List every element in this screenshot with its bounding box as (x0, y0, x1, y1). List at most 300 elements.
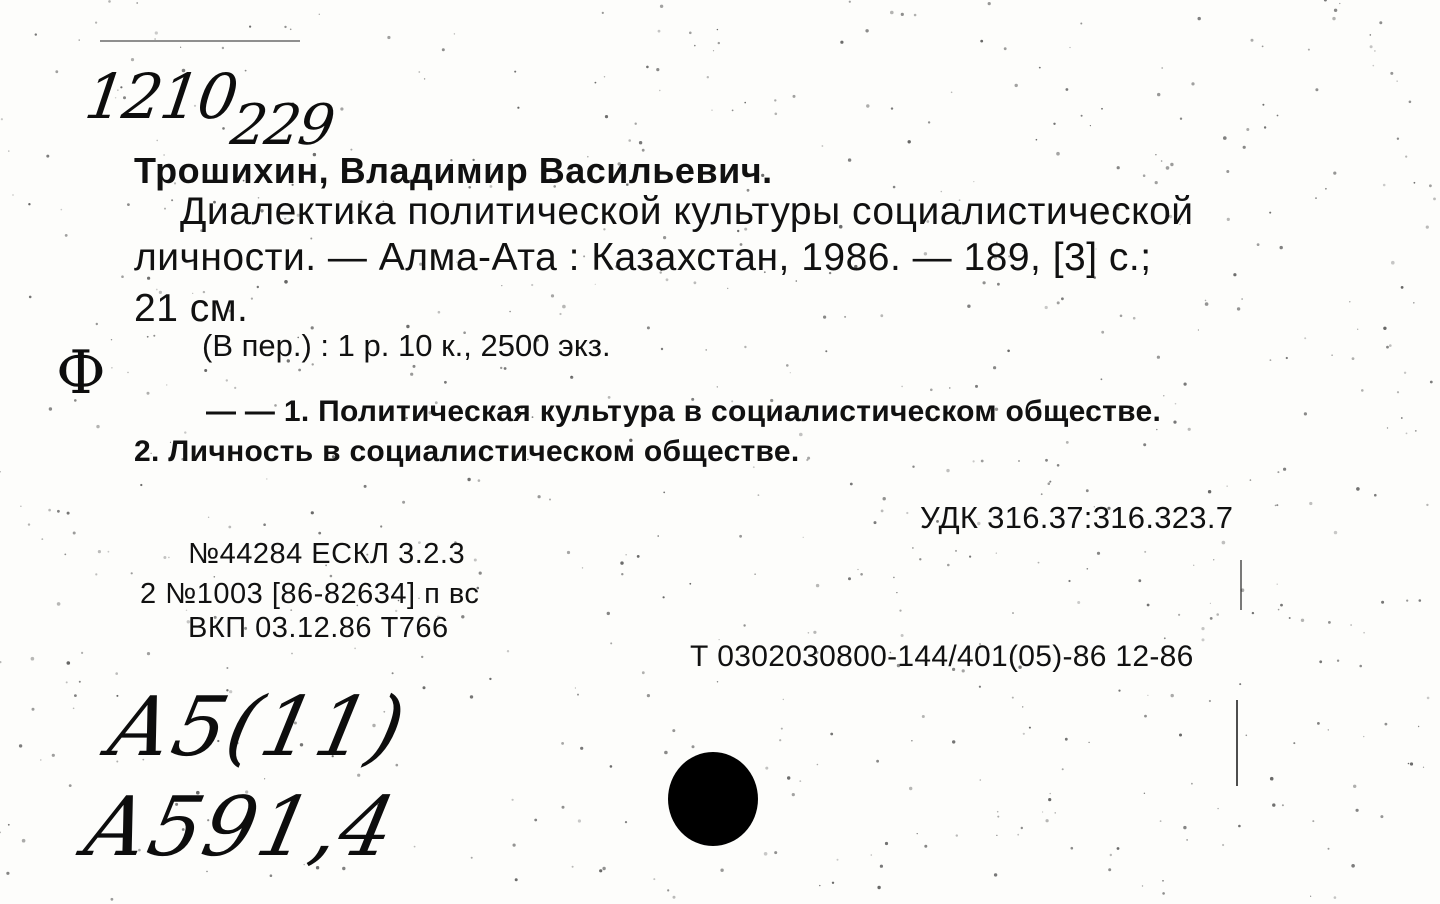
speckle-dot (387, 36, 390, 39)
speckle-dot (1186, 839, 1188, 841)
speckle-dot (0, 832, 1, 834)
speckle-dot (471, 857, 473, 859)
speckle-dot (551, 294, 554, 297)
speckle-dot (402, 501, 405, 504)
speckle-dot (947, 564, 950, 567)
speckle-dot (1374, 494, 1377, 497)
speckle-dot (319, 14, 320, 15)
speckle-dot (626, 554, 627, 555)
speckle-dot (979, 686, 981, 688)
speckle-dot (98, 550, 101, 553)
speckle-dot (781, 728, 783, 730)
speckle-dot (997, 283, 1000, 286)
speckle-dot (57, 602, 61, 606)
speckle-dot (444, 381, 447, 384)
speckle-dot (163, 556, 166, 559)
speckle-dot (1430, 381, 1433, 384)
speckle-dot (739, 535, 742, 538)
speckle-dot (1069, 47, 1070, 48)
speckle-dot (1351, 864, 1355, 868)
speckle-dot (1418, 726, 1419, 727)
speckle-dot (1293, 742, 1295, 744)
speckle-dot (65, 234, 68, 237)
speckle-dot (922, 715, 925, 718)
speckle-dot (661, 348, 663, 350)
speckle-dot (1155, 181, 1158, 184)
speckle-dot (136, 2, 138, 4)
speckle-dot (111, 367, 113, 369)
speckle-dot (980, 40, 983, 43)
speckle-dot (562, 806, 565, 809)
speckle-dot (1246, 735, 1248, 737)
speckle-dot (610, 765, 613, 768)
speckle-dot (1401, 417, 1403, 419)
speckle-dot (1, 118, 3, 120)
speckle-dot (1308, 49, 1310, 51)
speckle-dot (284, 280, 288, 284)
speckle-dot (1415, 430, 1417, 432)
speckle-dot (1419, 599, 1422, 602)
speckle-dot (1157, 93, 1160, 96)
speckle-dot (653, 878, 655, 880)
price-info: (В пер.) : 1 р. 10 к., 2500 экз. (202, 328, 611, 363)
speckle-dot (1315, 197, 1317, 199)
speckle-dot (1144, 551, 1146, 553)
speckle-dot (1237, 307, 1240, 310)
speckle-dot (1205, 300, 1207, 302)
speckle-dot (857, 569, 858, 570)
speckle-dot (610, 642, 612, 644)
speckle-dot (171, 199, 173, 201)
speckle-dot (1356, 487, 1360, 491)
speckle-dot (850, 483, 853, 486)
speckle-dot (155, 31, 158, 34)
speckle-dot (1209, 700, 1211, 702)
speckle-dot (1053, 123, 1055, 125)
speckle-dot (1161, 160, 1163, 162)
speckle-dot (1310, 896, 1311, 897)
speckle-dot (140, 484, 142, 486)
speckle-dot (844, 316, 846, 318)
speckle-dot (204, 369, 207, 372)
speckle-dot (628, 139, 631, 142)
top-rule (100, 40, 300, 42)
speckle-dot (513, 844, 516, 847)
speckle-dot (1049, 481, 1051, 483)
speckle-dot (1334, 531, 1337, 534)
speckle-dot (1309, 502, 1312, 505)
speckle-dot (1324, 0, 1327, 2)
speckle-dot (840, 41, 843, 44)
speckle-dot (1252, 612, 1254, 614)
speckle-dot (1097, 552, 1100, 555)
speckle-dot (1356, 809, 1359, 812)
speckle-dot (848, 158, 851, 161)
speckle-dot (880, 865, 883, 868)
speckle-dot (832, 882, 834, 884)
speckle-dot (562, 305, 566, 309)
speckle-dot (108, 0, 111, 3)
speckle-dot (1041, 493, 1043, 495)
speckle-dot (1170, 163, 1173, 166)
speckle-dot (764, 852, 768, 856)
handwritten-shelf-mark (77, 60, 341, 158)
speckle-dot (1257, 243, 1260, 246)
speckle-dot (1350, 624, 1352, 626)
speckle-dot (57, 510, 60, 513)
speckle-dot (1066, 88, 1069, 91)
speckle-dot (153, 335, 155, 337)
speckle-dot (967, 305, 970, 308)
speckle-dot (928, 121, 930, 123)
speckle-dot (1262, 104, 1264, 106)
speckle-dot (1328, 729, 1329, 730)
speckle-dot (1161, 67, 1163, 69)
speckle-dot (1385, 723, 1388, 726)
speckle-dot (1280, 604, 1283, 607)
speckle-dot (1101, 108, 1103, 110)
speckle-dot (318, 532, 321, 535)
speckle-dot (1156, 429, 1157, 430)
speckle-dot (808, 632, 810, 634)
speckle-dot (1216, 613, 1219, 616)
speckle-dot (1180, 118, 1182, 120)
speckle-dot (28, 203, 30, 205)
speckle-dot (1397, 138, 1399, 140)
speckle-dot (478, 479, 481, 482)
subject-line-1: — — 1. Политическая культура в социалистическом обществе. (206, 395, 1162, 428)
speckle-dot (642, 671, 645, 674)
speckle-dot (813, 631, 816, 634)
speckle-dot (1038, 562, 1040, 564)
speckle-dot (1042, 811, 1043, 812)
speckle-dot (1210, 617, 1213, 620)
speckle-dot (1334, 9, 1337, 12)
speckle-dot (1389, 344, 1392, 347)
speckle-dot (1404, 372, 1406, 374)
speckle-dot (208, 517, 209, 518)
speckle-dot (717, 681, 718, 682)
speckle-dot (1080, 23, 1082, 25)
speckle-dot (414, 846, 416, 848)
speckle-dot (912, 547, 913, 548)
speckle-dot (692, 745, 695, 748)
speckle-dot (514, 71, 516, 73)
speckle-dot (1226, 170, 1229, 173)
speckle-dot (1243, 146, 1246, 149)
speckle-dot (1414, 182, 1416, 184)
speckle-dot (1157, 356, 1160, 359)
speckle-dot (1270, 777, 1274, 781)
speckle-dot (799, 433, 803, 437)
speckle-dot (1262, 46, 1264, 48)
speckle-dot (672, 729, 675, 732)
speckle-dot (1301, 619, 1304, 622)
speckle-dot (881, 510, 884, 513)
speckle-dot (1050, 793, 1051, 794)
speckle-dot (1304, 412, 1307, 415)
speckle-dot (96, 425, 99, 428)
speckle-dot (147, 652, 150, 655)
speckle-dot (996, 553, 997, 554)
speckle-dot (517, 107, 519, 109)
speckle-dot (946, 469, 949, 472)
speckle-dot (515, 878, 518, 881)
speckle-dot (111, 898, 114, 901)
speckle-dot (830, 733, 833, 736)
speckle-dot (876, 760, 879, 763)
speckle-dot (1191, 783, 1193, 785)
speckle-dot (1325, 188, 1327, 190)
speckle-dot (1065, 738, 1068, 741)
speckle-dot (127, 203, 130, 206)
speckle-dot (8, 150, 9, 151)
speckle-dot (226, 667, 228, 669)
speckle-dot (783, 699, 784, 700)
speckle-dot (994, 873, 997, 876)
speckle-dot (656, 68, 659, 71)
speckle-dot (1413, 302, 1415, 304)
speckle-dot (754, 574, 755, 575)
speckle-dot (0, 661, 2, 663)
speckle-dot (973, 181, 974, 182)
margin-mark (1240, 560, 1242, 610)
speckle-dot (604, 76, 605, 77)
speckle-dot (803, 537, 804, 538)
speckle-dot (663, 492, 665, 494)
speckle-dot (511, 799, 513, 801)
speckle-dot (1198, 329, 1199, 330)
speckle-dot (796, 280, 798, 282)
speckle-dot (890, 11, 894, 15)
shelf-mark-sub: 229 (226, 93, 337, 158)
speckle-dot (461, 615, 464, 618)
speckle-dot (1386, 346, 1389, 349)
speckle-dot (1061, 297, 1064, 300)
speckle-dot (6, 872, 9, 875)
speckle-dot (720, 869, 723, 872)
speckle-dot (580, 747, 583, 750)
speckle-dot (364, 485, 367, 488)
speckle-dot (774, 99, 776, 101)
speckle-dot (1118, 690, 1120, 692)
speckle-dot (816, 584, 819, 587)
speckle-dot (1401, 286, 1404, 289)
speckle-dot (1276, 504, 1278, 506)
speckle-dot (825, 350, 827, 352)
speckle-dot (1166, 166, 1170, 170)
speckle-dot (1383, 184, 1386, 187)
speckle-dot (263, 523, 266, 526)
speckle-dot (792, 793, 795, 796)
speckle-dot (743, 624, 745, 626)
margin-mark (1236, 700, 1238, 786)
speckle-dot (949, 387, 950, 388)
speckle-dot (635, 123, 637, 125)
speckle-dot (1406, 600, 1408, 602)
speckle-dot (1045, 459, 1048, 462)
speckle-dot (67, 661, 71, 665)
speckle-dot (1004, 47, 1007, 50)
speckle-dot (111, 339, 112, 340)
speckle-dot (147, 392, 150, 395)
speckle-dot (893, 577, 895, 579)
speckle-dot (73, 532, 76, 535)
speckle-dot (1370, 45, 1373, 48)
speckle-dot (1328, 848, 1330, 850)
speckle-dot (249, 26, 251, 28)
tech-line-3: ВКП 03.12.86 Т766 (188, 612, 449, 644)
speckle-dot (1352, 357, 1355, 360)
speckle-dot (1238, 825, 1241, 828)
speckle-dot (66, 681, 68, 683)
speckle-dot (79, 39, 80, 40)
speckle-dot (340, 107, 343, 110)
speckle-dot (127, 372, 128, 373)
handwritten-phi-mark: Ф (56, 338, 106, 408)
speckle-dot (1057, 301, 1060, 304)
speckle-dot (1101, 378, 1103, 380)
speckle-dot (1272, 803, 1275, 806)
speckle-dot (1023, 733, 1025, 735)
speckle-dot (1117, 166, 1120, 169)
subject-line-2: 2. Личность в социалистическом обществе. (134, 435, 800, 468)
speckle-dot (1359, 665, 1362, 668)
speckle-dot (732, 110, 734, 112)
speckle-dot (500, 367, 502, 369)
speckle-dot (67, 512, 70, 515)
speckle-dot (779, 739, 781, 741)
speckle-dot (1397, 391, 1399, 393)
speckle-dot (765, 767, 768, 770)
speckle-dot (31, 657, 35, 661)
speckle-dot (1406, 433, 1408, 435)
speckle-dot (1205, 302, 1209, 306)
speckle-dot (1283, 468, 1286, 471)
speckle-dot (380, 525, 382, 527)
speckle-dot (1380, 815, 1383, 818)
speckle-dot (438, 311, 441, 314)
speckle-dot (919, 558, 921, 560)
speckle-dot (1353, 785, 1356, 788)
speckle-dot (1339, 3, 1340, 4)
speckle-dot (1361, 389, 1364, 392)
speckle-dot (0, 471, 1, 472)
speckle-dot (1012, 697, 1014, 699)
speckle-dot (46, 155, 49, 158)
speckle-dot (489, 678, 491, 680)
speckle-dot (914, 14, 917, 17)
speckle-dot (880, 314, 883, 317)
speckle-dot (1278, 609, 1280, 611)
speckle-dot (901, 386, 903, 388)
speckle-dot (659, 90, 660, 91)
speckle-dot (717, 29, 718, 30)
speckle-dot (983, 281, 986, 284)
speckle-dot (1057, 464, 1060, 467)
speckle-dot (956, 834, 958, 836)
speckle-dot (222, 47, 224, 49)
speckle-dot (1277, 584, 1278, 585)
speckle-dot (1160, 820, 1162, 822)
speckle-dot (822, 145, 824, 147)
speckle-dot (663, 596, 665, 598)
speckle-dot (41, 538, 43, 540)
speckle-dot (1333, 172, 1336, 175)
speckle-dot (8, 824, 10, 826)
speckle-dot (1142, 885, 1143, 886)
speckle-dot (52, 754, 55, 757)
speckle-dot (69, 784, 72, 787)
speckle-dot (955, 550, 957, 552)
handwritten-class-mark-1: А5(11) (99, 680, 415, 775)
speckle-dot (1101, 331, 1104, 334)
speckle-dot (1269, 212, 1271, 214)
speckle-dot (251, 298, 253, 300)
speckle-dot (891, 107, 893, 109)
speckle-dot (871, 854, 873, 856)
speckle-dot (602, 867, 605, 870)
speckle-dot (1147, 604, 1150, 607)
speckle-dot (184, 431, 186, 433)
speckle-dot (1117, 847, 1120, 850)
speckle-dot (32, 708, 35, 711)
speckle-dot (19, 744, 22, 747)
speckle-dot (1233, 273, 1236, 276)
speckle-dot (823, 316, 826, 319)
speckle-dot (168, 557, 170, 559)
speckle-dot (470, 695, 473, 698)
speckle-dot (81, 652, 83, 654)
speckle-dot (1280, 246, 1283, 249)
speckle-dot (228, 526, 231, 529)
speckle-dot (534, 819, 537, 822)
speckle-dot (1179, 734, 1182, 737)
speckle-dot (595, 82, 597, 84)
speckle-dot (115, 672, 118, 675)
speckle-dot (257, 286, 259, 288)
speckle-dot (694, 45, 696, 47)
speckle-dot (1227, 486, 1228, 487)
speckle-dot (538, 495, 541, 498)
speckle-dot (988, 2, 991, 5)
speckle-dot (1239, 683, 1241, 685)
speckle-dot (1178, 614, 1180, 616)
speckle-dot (1138, 579, 1141, 582)
speckle-dot (40, 759, 41, 760)
speckle-dot (509, 311, 511, 313)
speckle-dot (1387, 427, 1388, 428)
speckle-dot (121, 275, 124, 278)
speckle-dot (1433, 198, 1436, 201)
speckle-dot (567, 551, 570, 554)
speckle-dot (1164, 637, 1166, 639)
speckle-dot (48, 509, 51, 512)
speckle-dot (467, 478, 470, 481)
speckle-dot (1120, 315, 1123, 318)
speckle-dot (1133, 317, 1136, 320)
speckle-dot (1144, 715, 1147, 718)
speckle-dot (883, 497, 886, 500)
speckle-dot (12, 194, 13, 195)
shelf-mark-number: 1210 (80, 60, 241, 133)
speckle-dot (131, 572, 133, 574)
speckle-dot (423, 686, 426, 689)
speckle-dot (442, 48, 445, 51)
speckle-dot (64, 554, 66, 556)
speckle-dot (1147, 695, 1148, 696)
speckle-dot (575, 687, 576, 688)
